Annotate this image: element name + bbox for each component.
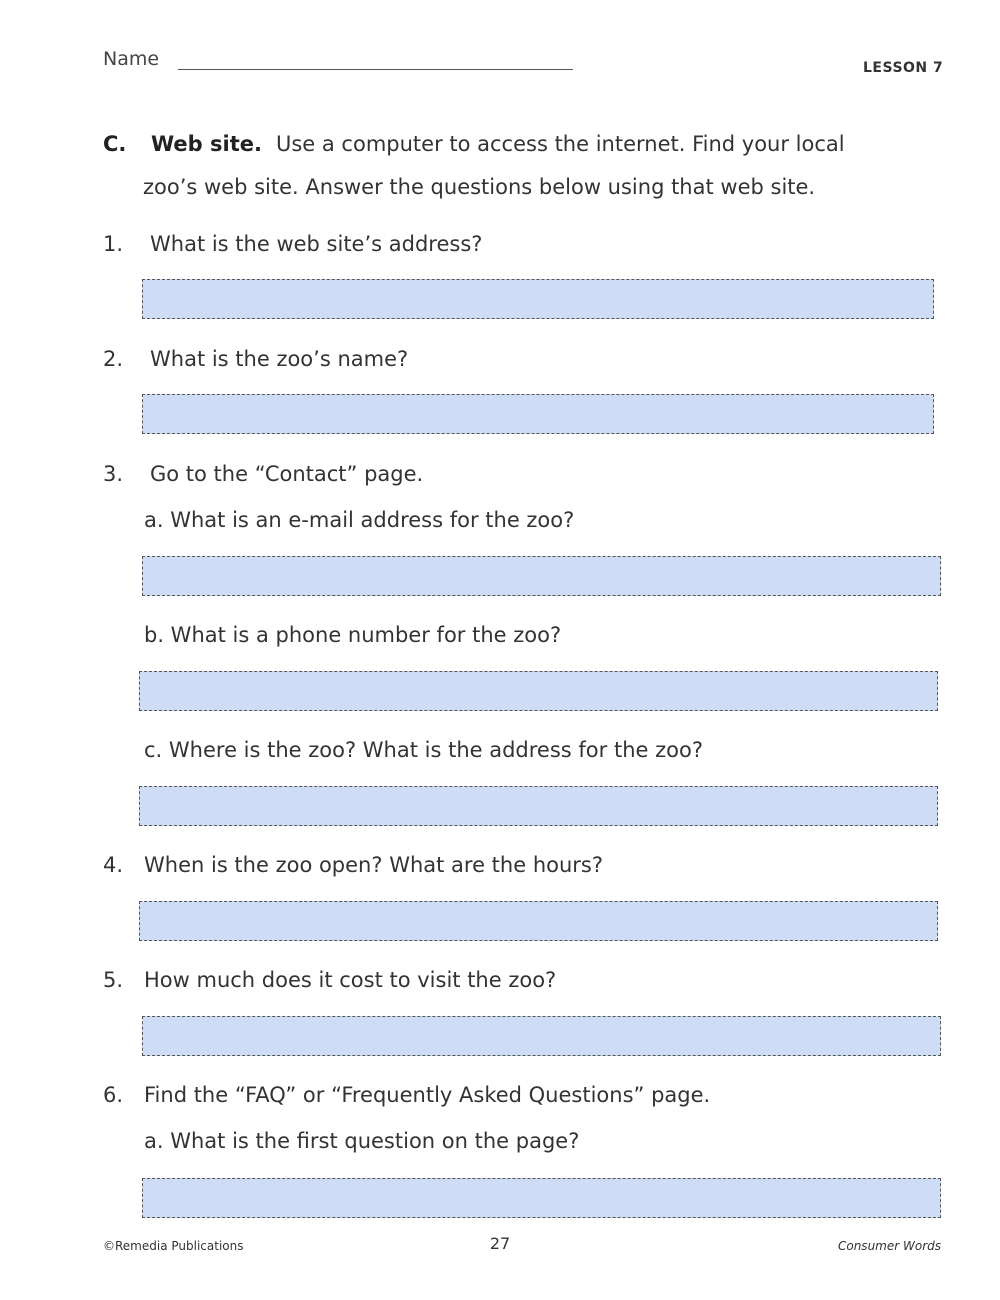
question-number: 2. [103, 347, 124, 371]
lesson-label: LESSON 7 [863, 60, 944, 76]
answer-box-3c[interactable] [139, 786, 938, 826]
page-number: 27 [489, 1234, 511, 1253]
question-5 [103, 968, 703, 996]
section-title: Web site. [151, 132, 262, 156]
name-line [178, 69, 573, 70]
question-text: Find the “FAQ” or “Frequently Asked Questions” page. [144, 1083, 711, 1107]
question-3a: a. What is an e-mail address for the zoo? [144, 508, 575, 532]
question-text: What is the zoo’s name? [150, 347, 409, 371]
answer-box-3a[interactable] [142, 556, 941, 596]
book-title: Consumer Words [837, 1239, 941, 1253]
answer-box-3b[interactable] [139, 671, 938, 711]
question-text: When is the zoo open? What are the hours? [144, 853, 604, 877]
section-instructions-line2: zoo’s web site. Answer the questions below using that web site. [143, 175, 816, 199]
question-6a: a. What is the first question on the page? [144, 1129, 580, 1153]
answer-box-5[interactable] [142, 1016, 941, 1056]
question-4 [103, 853, 703, 881]
question-text: What is the web site’s address? [150, 232, 483, 256]
question-number: 1. [103, 232, 124, 256]
question-text: Go to the “Contact” page. [150, 462, 424, 486]
section-instructions-line1: Use a computer to access the internet. Find your local [275, 132, 845, 156]
name-label: Name [103, 48, 160, 70]
question-3c: c. Where is the zoo? What is the address for the zoo? [144, 738, 703, 762]
question-1 [103, 232, 703, 260]
question-2 [103, 347, 703, 375]
question-3b: b. What is a phone number for the zoo? [144, 623, 562, 647]
answer-box-1[interactable] [142, 279, 934, 319]
answer-box-4[interactable] [139, 901, 938, 941]
question-text: How much does it cost to visit the zoo? [144, 968, 557, 992]
question-number: 5. [103, 968, 124, 992]
question-number: 4. [103, 853, 124, 877]
question-3 [103, 462, 703, 490]
question-number: 3. [103, 462, 124, 486]
question-6 [103, 1083, 803, 1111]
section-letter: C. [103, 132, 127, 156]
copyright-text: ©Remedia Publications [103, 1239, 244, 1253]
answer-box-2[interactable] [142, 394, 934, 434]
question-number: 6. [103, 1083, 124, 1107]
section-heading [103, 132, 845, 156]
answer-box-6a[interactable] [142, 1178, 941, 1218]
